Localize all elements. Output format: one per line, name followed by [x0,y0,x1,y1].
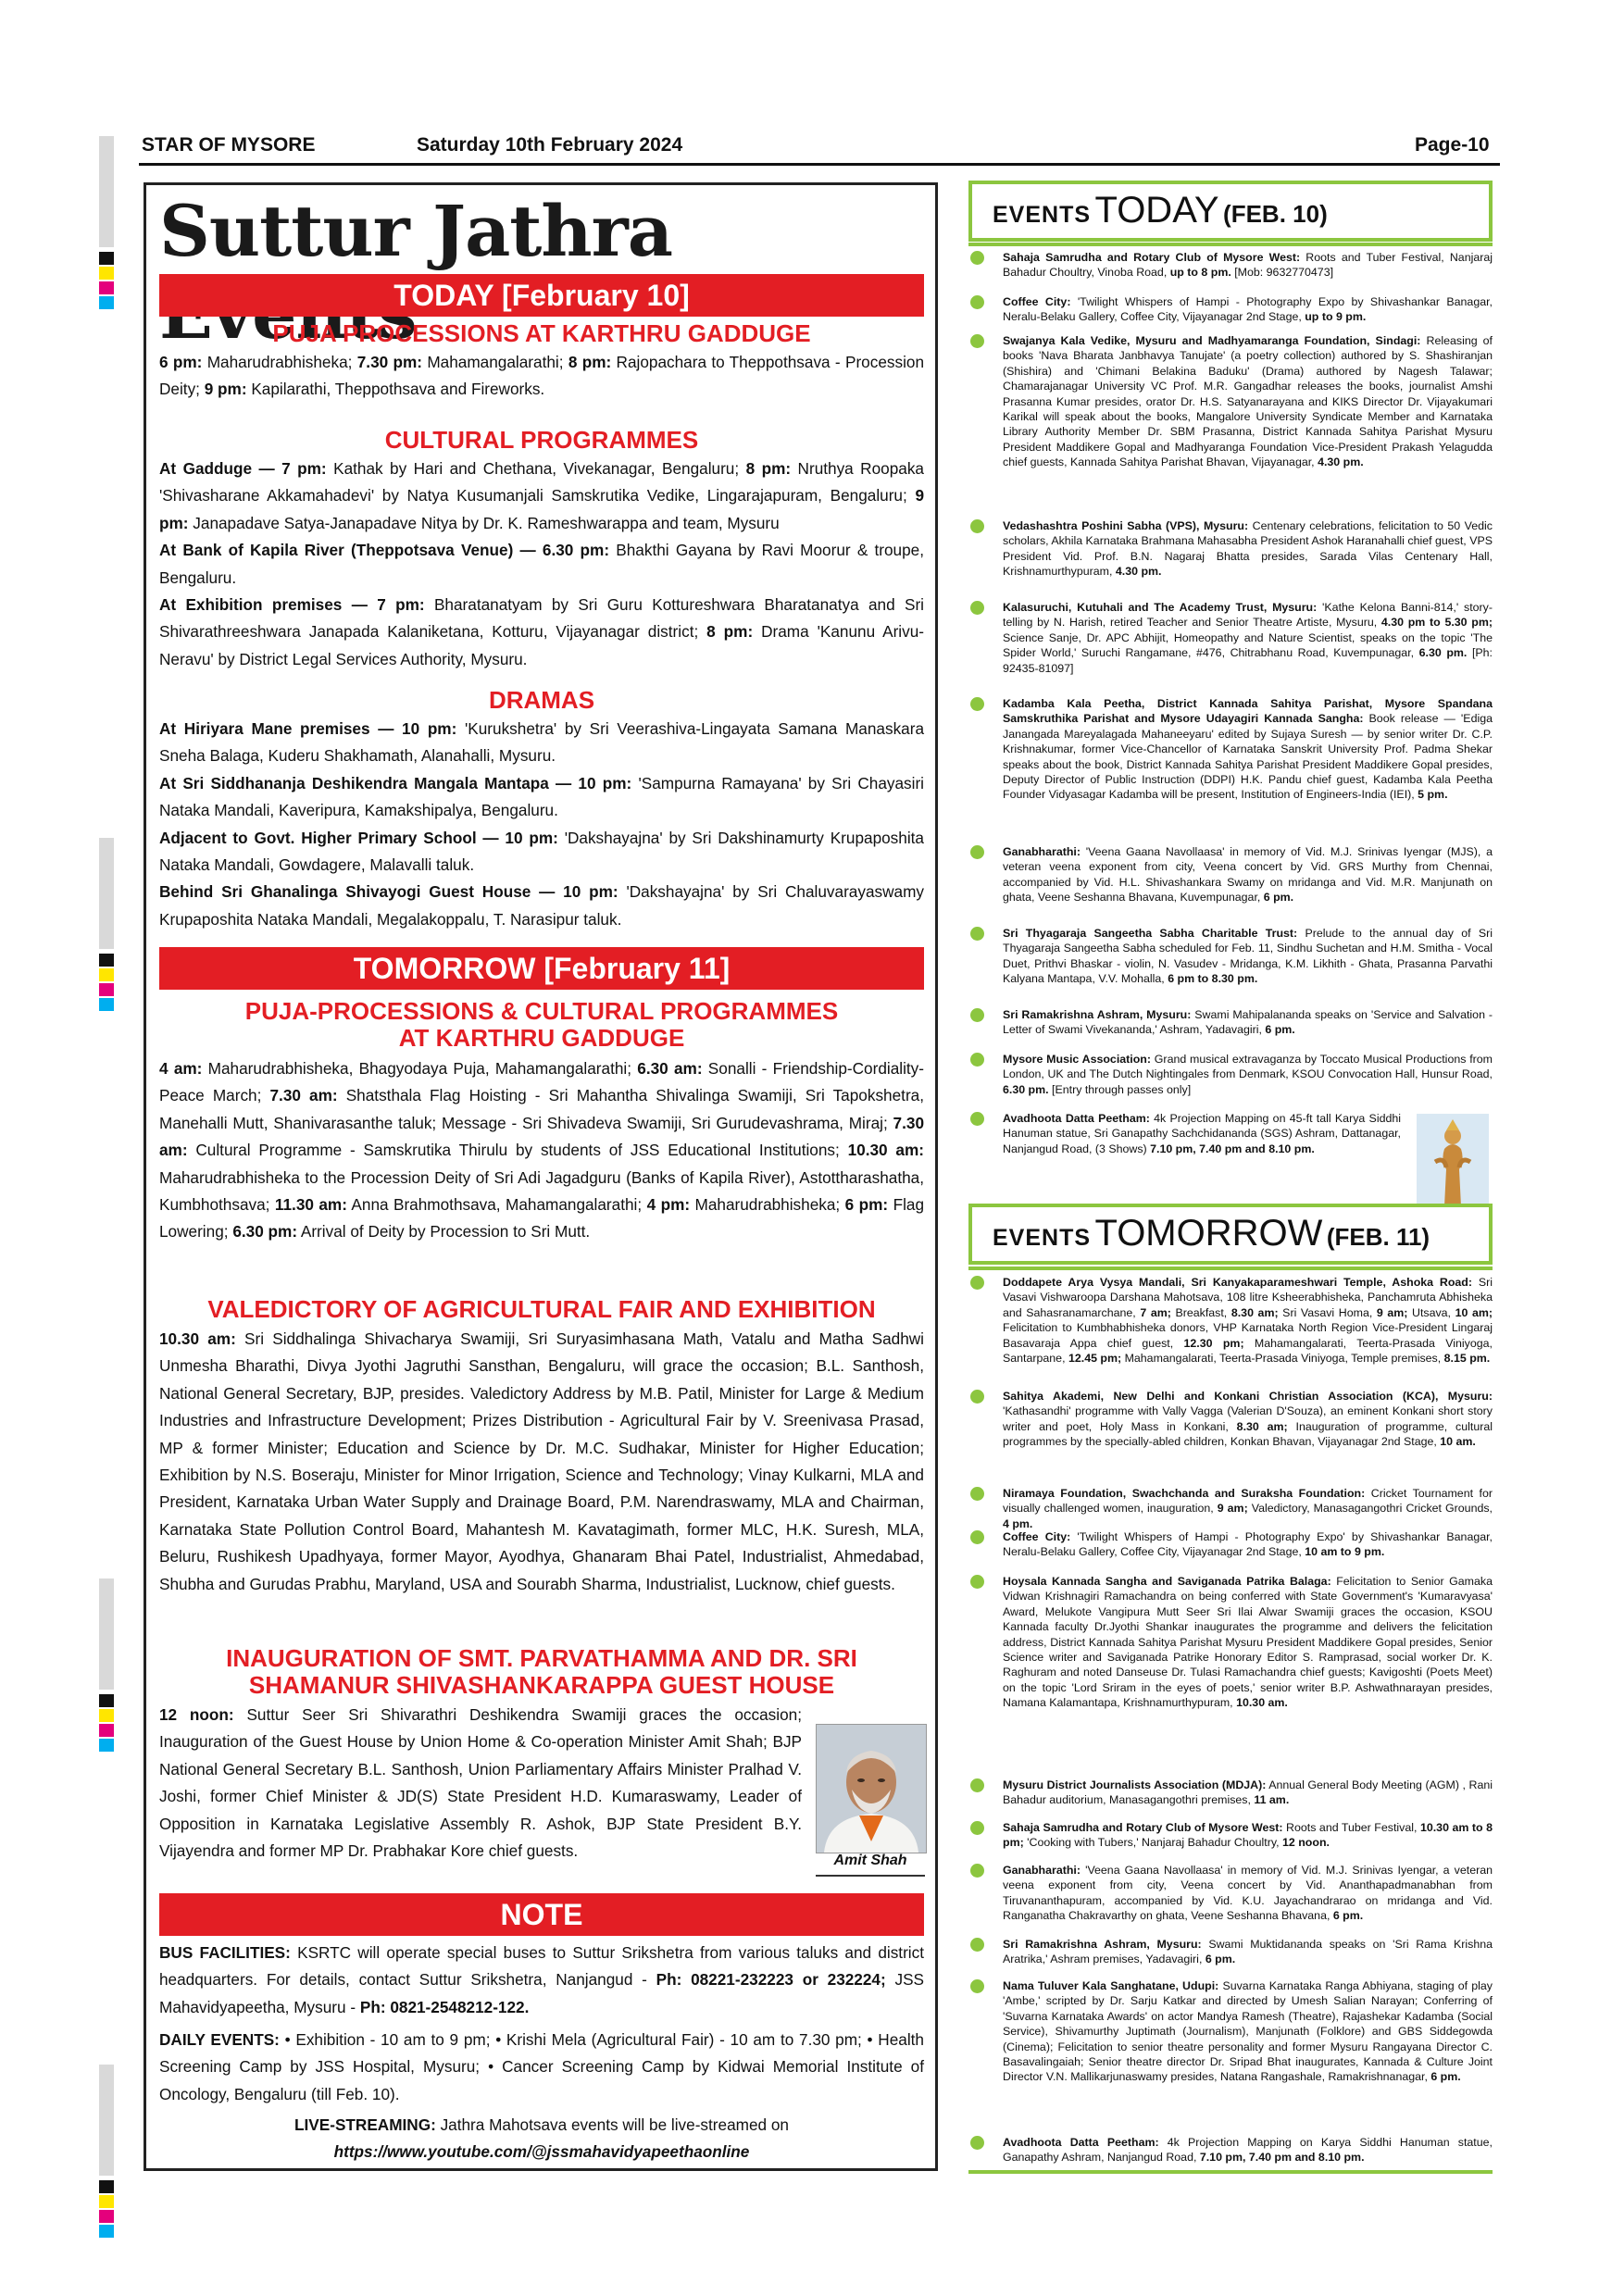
events-today-label: EVENTS [993,202,1092,228]
tomorrow-bar: TOMORROW [February 11] [159,947,924,990]
time-label: 9 am; [1376,1305,1408,1319]
event-item [1003,926,1493,987]
detail-text: 'Kathasandhi' programme with Vally Vagga (Valerian D'Souza), an eminent Konkani short story writer and poet, Holy Mass in Konkani, [1003,1404,1493,1433]
time-label: 8.15 pm. [1443,1352,1491,1366]
detail-text: Drama 'Kanunu Arivu-Neravu' by District Legal Services Authority, Mysuru. [159,622,924,668]
today-bar: TODAY [February 10] [159,274,924,317]
live-streaming-line [159,2112,924,2139]
time-label: Ph: 08221-232223 or 232224; [656,1970,886,1990]
time-label: 6.30 pm. [1003,1082,1049,1096]
time-label: 4 pm. [1003,1516,1033,1530]
time-label: 6 pm. [1265,1023,1295,1037]
time-label: 7.10 pm, 7.40 pm and 8.10 pm. [1199,2151,1365,2165]
time-label: Doddapete Arya Vysya Mandali, Sri Kanyakaparameshwari Temple, Ashoka Road: [1003,1276,1472,1289]
bullet-dot [970,1112,984,1126]
time-label: 6 pm: [159,353,203,371]
time-label: Kalasuruchi, Kutuhali and The Academy Trust, Mysuru: [1003,601,1318,614]
detail-text: JSS Mahavidyapeetha, Mysuru - [159,1970,924,2016]
time-label: 6.30 pm. [1418,646,1468,660]
detail-text: Book release — 'Ediga Janangada Mareyalagada Mahaneeyaru' edited by Sujaya Suresh — by senior writer Dr. C.P. Krishnakumar, former Vice-Chancellor of Karnataka Sanskrit University Prof. Padma Shekar speaks about the book, District Kannada Sahitya Parishat President Maddikere Gopal presides, Deputy Director of Public Instruction (DDPI) H.K. Pandu chief guest, Kadamba Kala Peetha Founder Vidyasagar Kadamba will be present, Institution of Engineers-India (IEI), [1003,712,1493,802]
detail-text: 'Veena Gaana Navollaasa' in memory of Vid. M.J. Srinivas Iyengar (MJS), a veteran veena exponent from city, Veena concert by Vid. GRS Murthy from Chennai, accompanied by Vid. H.L. Shivashankara Swamy on mridanga and Vid. M.R. Manjunath on ghata, Veene Seshanna Bhavana, Kuvempunagar, [1003,845,1493,905]
time-label: 6 pm. [1205,1953,1236,1966]
time-label: Kadamba Kala Peetha, District Kannada Sahitya Parishat, Mysore Spandana Samskruthika Parishat and Mysore Udayagiri Kannada Sangha: [1003,697,1493,726]
detail-text: Roots and Tuber Festival, [1282,1821,1420,1834]
detail-text: Valedictory, Manasagangothri Cricket Grounds, [1247,1502,1493,1516]
events-tomorrow-title: TOMORROW [1094,1213,1323,1254]
time-label: At Bank of Kapila River (Theppotsava Venue) — 6.30 pm: [159,541,610,560]
article-title: Suttur Jathra [159,190,672,272]
detail-text: Sri Vasavi Vishwaroopa Darshana Mahotsava, 108 litre Ksheerabhisheka, Panchamruta Abhisheka and Sahasranamarchane, [1003,1276,1493,1319]
detail-text: Shatsthala Flag Hoisting - Sri Mahantha Shivalinga Swamiji, Sri Tapokshetra, Manehalli Mutt, Shanivarasanthe taluk; Message - Sri Shivadeva Swamiji, Sri Gurudevashrama, Miraj; [159,1086,924,1132]
event-item [1003,1529,1493,1560]
event-item [1003,518,1493,580]
valedictory-text [159,1326,924,1598]
event-item [1003,1007,1493,1038]
detail-text: Kathak by Hari and Chethana, Vivekanagar, Bengaluru; [326,459,746,478]
time-label: 10.30 am to 8 pm; [1003,1821,1493,1850]
time-label: 10.30 am: [159,1329,236,1348]
tomorrow-heading-2: AT KARTHRU GADDUGE [398,1024,685,1052]
detail-text: Sri Vasavi Homa, [1278,1305,1377,1319]
time-label: Mysore Music Association: [1003,1053,1151,1066]
detail-text: Releasing of books 'Nava Bharata Janbhavya Tanujate' (a poetry collection) authored by S. Shashiranjan (Shishira) and 'Chimani Belakina Baduku' (Drama) authored by Nagesh Talawar; Chamarajanagar University VC Prof. M.R. Gangadhar releases the books, journalist Amshi Prasanna Kumar presides, orator Dr. H.S. Satyanarayana and KIKS Director Dr. Vijayakumari Karikal will speak about the books, Mangalore University Syndicate Member and Karnataka Library Authority Member Dr. SBM Prasanna, District Kannada Sahitya Parishat Mysuru President Maddikere Gopal and Madhyaranga Foundation Vice-President Prakash Yelagudda chief guests, Kannada Sahitya Parishat Bhavan, Vijayanagar, [1003,334,1493,469]
time-label: Avadhoota Datta Peetham: [1003,2136,1159,2149]
time-label: 7.30 am: [269,1086,338,1105]
bullet-dot [970,2136,984,2150]
event-item [1003,1978,1493,2085]
dramas-text [159,716,924,933]
detail-text: Utsava, [1407,1305,1455,1319]
detail-text: Rajopachara to Theppothsava - Procession Deity; [159,353,925,399]
detail-text: Felicitation to Senior Gamaka Vidwan Krishnagiri Ramachandra on being conferred with State Government's 'Kumaravyasa' Award, Melukote Vangipura Mutt Seer Sri Ilai Alwar Swamiji graces the occasion, KSOU Kannada faculty Dr.Jyothi Shankar inaugurates the programme and delivers the felicitation address, District Kannada Sahitya Parishat Mysuru President Maddikere Gopal presides, Senior Science writer and Saviganada Patrike Honorary Editor S. Ramprasad, social worker Dr. K. Raghuram and noted Danseuse Dr. Tulasi Ramachandra chief guests; Kavigoshti (Poets Meet) on the topic 'Lord Sriram in the eyes of poets,' senior writer B.P. Ashwathnarayan presides, Namana Kalamantapa, Krishnamurthypuram, [1003,1575,1493,1710]
detail-text: Sri Siddhalinga Shivacharya Swamiji, Sri Suryasimhasana Math, Vatalu and Matha Sadhwi Unmesha Bharathi, Divya Jyothi Jagruthi Sansthan, Bengaluru, will grace the occasion; B.L. Santhosh, National General Secretary, BJP, presides. Valedictory Address by M.B. Patil, Minister for Large & Medium Industries and Infrastructure Development; Prizes Distribution - Agricultural Fair by V. Sreenivasa Prasad, MP & former Minister; Education and Science by Dr. M.C. Sudhakar, Minister for Higher Education; Exhibition by N.S. Boseraju, Minister for Minor Irrigation, Science and Technology; Vinay Kulkarni, MLA and President, Karnataka Urban Water Supply and Drainage Board, P.M. Narendraswamy, MLA and Chairman, Karnataka State Pollution Control Board, Mahantesh M. Kavatagimath, former MLC, H.K. Suresh, MLA, Beluru, Rushikesh Upadhyaya, former Mayor, Ayodhya, Ghanaram Bhai Patel, Industrialist, Ahmedabad, Shubha and Gurudas Prabhu, Maryland, USA and Sourabh Sharma, Industrialist, Lucknow, chief guests. [159,1329,924,1593]
time-label: 4.30 pm to 5.30 pm; [1380,616,1493,630]
live-streaming-label: LIVE-STREAMING: [294,2115,436,2134]
event-item [1003,2135,1493,2165]
time-label: 7.30 am: [159,1113,924,1160]
detail-text: 'Dakshayajna' by Sri Chaluvarayaswamy Krupaposhita Nataka Mandali, Megalakoppalu, T. Narasipur taluk. [159,882,924,929]
time-label: 4 pm: [646,1195,691,1215]
event-item [1003,250,1493,281]
detail-text: Nruthya Roopaka 'Shivasharane Akkamahadevi' by Natya Kusumanjali Samskrutika Vedike, Lingarajapuram, Bengaluru; [159,459,924,505]
time-label: Niramaya Foundation, Swachchanda and Suraksha Foundation: [1003,1487,1366,1500]
time-label: 8 pm: [706,622,754,642]
time-label: 7.30 pm: [356,353,423,371]
page-number: Page-10 [1415,134,1490,156]
bullet-dot [970,1864,984,1878]
inauguration-heading-2: SHAMANUR SHIVASHANKARAPPA GUEST HOUSE [248,1671,835,1699]
bottom-green-rule [968,2170,1493,2174]
time-label: 4.30 pm. [1115,565,1162,579]
event-item [1003,1275,1493,1366]
time-label: Sri Ramakrishna Ashram, Mysuru: [1003,1938,1202,1951]
detail-text: 'Kathe Kelona Banni-814,' story-telling by N. Harish, retired Teacher and Senior Theatre Artiste, Mysuru, [1003,601,1493,630]
time-label: 12.45 pm; [1068,1352,1122,1366]
time-label: Coffee City: [1003,295,1071,308]
detail-text: 4k Projection Mapping on 45-ft tall Karya Siddhi Hanuman statue, Sri Ganapathy Sachchidananda (SGS) Ashram, Dattanagar, Nanjangud Road, (3 Shows) [1003,1112,1401,1155]
detail-text: 'Sampurna Ramayana' by Sri Chayasiri Nataka Mandali, Kaveripura, Kamakshipalya, Bengaluru. [159,773,924,820]
detail-text: Swami Mahipalananda speaks on 'Service and Salvation - Letter of Swami Vivekananda,' Ashram, Yadavagiri, [1003,1008,1493,1037]
detail-text: Mahamangalarati, Teerta-Prasada Viniyoga, Santarpane, [1003,1336,1493,1366]
detail-text: [Mob: 9632770473] [1230,266,1334,280]
time-label: 7.10 pm, 7.40 pm and 8.10 pm. [1150,1142,1315,1155]
detail-text: Annual General Body Meeting (AGM) , Rani Bahadur auditorium, Manasagangothri premises, [1003,1778,1493,1807]
time-label: 8.30 am; [1230,1305,1279,1319]
amit-shah-photo [816,1724,927,1853]
today-green-rule [968,243,1493,246]
detail-text: [Ph: 92435-81097] [1003,646,1493,675]
event-item [1003,1937,1493,1967]
time-label: 4 am: [159,1059,203,1078]
time-label: 11.30 am: [274,1195,347,1215]
time-label: Ganabharathi: [1003,845,1081,858]
time-label: BUS FACILITIES: [159,1943,291,1962]
detail-text: Anna Brahmothsava, Mahamangalarathi; [346,1195,647,1215]
time-label: 11 am. [1254,1793,1290,1807]
detail-text: • Exhibition - 10 am to 9 pm; • Krishi Mela (Agricultural Fair) - 10 am to 7.30 pm; • Health Screening Camp by JSS Hospital, Mysuru; • Cancer Screening Camp by Kidwai Memorial Institute of Oncology, Bengaluru (till Feb. 10). [159,2030,924,2103]
detail-text: Maharudrabhisheka, Bhagyodaya Puja, Mahamangalarathi; [202,1059,638,1078]
detail-text: Felicitation to Kumbhabhisheka donors, VHP Karnataka North Region Vice-President Lingaraj Basavaraja Appa chief guest, [1003,1321,1493,1350]
time-label: 8.30 am; [1236,1419,1288,1433]
live-streaming-url[interactable]: https://www.youtube.com/@jssmahavidyapeethaonline [333,2142,750,2161]
tomorrow-puja-text [159,1055,924,1246]
bullet-dot [970,697,984,711]
time-label: 6.30 am: [637,1059,703,1078]
issue-date: Saturday 10th February 2024 [417,134,683,156]
detail-text: 'Veena Gaana Navollaasa' in memory of Vid. M.J. Srinivas Iyengar, a veteran veena exponent from city, Veena concert by Vid. Ananthapadmanabhan from Tiruvananthapuram, accompanied by Vid. K.U. Jayachandrarao on mridanga and Vid. Ranganatha Chakravarthy on ghata, Veene Seshanna Bhavana, [1003,1864,1493,1923]
time-label: 12.30 pm; [1183,1336,1244,1350]
detail-text: Maharudrabhisheka; [690,1195,845,1215]
detail-text: Prelude to the annual day of Sri Thyagaraja Sangeetha Sabha scheduled for Feb. 11, Sindhu Suchetan and H.M. Smitha - Vocal Duet, Prithvi Bhaskar - violin, N. Vasudev - Mridanga, K.M. Likhith - Ghata, Prasanna Parvathi Kalyana Mantapa, V.V. Mohalla, [1003,927,1493,986]
valedictory-heading: VALEDICTORY OF AGRICULTURAL FAIR AND EXHIBITION [207,1295,876,1323]
paragraph [159,592,924,673]
daily-events-text [159,2027,924,2108]
detail-text: KSRTC will operate special buses to Suttur Srikshetra from various taluks and district headquarters. For details, contact Suttur Srikshetra, Nanjangud - [159,1943,924,1990]
bullet-dot [970,1390,984,1404]
time-label: 8 pm: [568,353,612,371]
hanuman-statue-image [1417,1114,1489,1206]
event-item [1003,1486,1493,1531]
event-item [1003,1574,1493,1711]
event-item [1003,696,1493,803]
time-label: Ganabharathi: [1003,1864,1081,1877]
events-today-box [968,181,1493,242]
event-item [1003,294,1493,325]
detail-text: 'Cooking with Tubers,' Nanjaraj Bahadur Choultry, [1023,1836,1283,1850]
event-item [1003,333,1493,470]
detail-text: Science Sanje, Dr. APC Abhijit, Homeopathy and Nature Scientist, speaks on the topic 'The Spider World,' Suruchi Rangamane, #476, Chitrabhanu Road, Kuvempunagar, [1003,630,1493,660]
events-today-title: TODAY [1094,190,1219,231]
dramas-heading: DRAMAS [488,686,595,714]
time-label: Coffee City: [1003,1530,1071,1543]
paragraph [159,537,924,592]
bullet-dot [970,1487,984,1501]
time-label: 4.30 pm. [1318,455,1364,469]
bullet-dot [970,519,984,533]
time-label: At Sri Siddhananja Deshikendra Mangala Mantapa — 10 pm: [159,773,632,792]
time-label: up to 9 pm. [1305,310,1367,324]
bullet-dot [970,1053,984,1067]
time-label: up to 8 pm. [1169,266,1231,280]
bus-facilities-text [159,1940,924,2021]
detail-text: Breakfast, [1170,1305,1231,1319]
detail-text: Arrival of Deity by Procession to Sri Mutt. [297,1222,591,1242]
cultural-heading: CULTURAL PROGRAMMES [384,426,699,454]
paragraph [159,770,924,825]
detail-text: Janapadave Satya-Janapadave Nitya by Dr. K. Rameshwarappa and team, Mysuru [188,513,780,532]
time-label: Avadhoota Datta Peetham: [1003,1112,1150,1125]
detail-text: Cricket Tournament for visually challenged women, inauguration, [1003,1487,1493,1516]
time-label: 6 pm. [1263,891,1294,905]
event-item [1003,1111,1401,1156]
event-item [1003,1820,1493,1851]
time-label: Adjacent to Govt. Higher Primary School — 10 pm: [159,828,558,847]
time-label: 12 noon: [159,1705,234,1724]
bullet-dot [970,1938,984,1952]
time-label: Sri Thyagaraja Sangeetha Sabha Charitable Trust: [1003,927,1298,940]
bullet-dot [970,295,984,309]
tomorrow-heading-1: PUJA-PROCESSIONS & CULTURAL PROGRAMMES [244,997,839,1025]
time-label: Sahitya Akademi, New Delhi and Konkani Christian Association (KCA), Mysuru: [1003,1390,1493,1403]
detail-text: Centenary celebrations, felicitation to 50 Vedic scholars, Akhila Karnataka Brahmana Mahasabha President Ashok Haranahalli chief guest, VPS President Vid. Prof. B.N. Nagaraj Bhatta presides, Sarada Vilas Centenary Hall, Krishnamurthypuram, [1003,519,1493,579]
event-item [1003,1389,1493,1450]
time-label: At Gadduge — 7 pm: [159,459,327,478]
detail-text: Bharatanatyam by Sri Guru Kottureshwara Bharatanatya and Sri Shivarathreeshwara Janapada Kalaniketana, Kotturu, Vijayanagar district; [159,595,924,642]
event-item [1003,600,1493,676]
paragraph [159,716,924,770]
bullet-dot [970,1530,984,1544]
today-puja-text [159,349,924,404]
detail-text: Kapilarathi, Theppothsava and Fireworks. [246,380,545,399]
paper-name: STAR OF MYSORE [142,134,316,156]
detail-text: 'Twilight Whispers of Hampi - Photography Expo by Shivashankar Banagar, Neralu-Belaku Gallery, Coffee City, Vijayanagar 2nd Stage, [1003,295,1493,324]
time-label: 6.30 pm: [232,1222,298,1242]
time-label: 6 pm to 8.30 pm. [1168,972,1258,986]
detail-text: Bhakthi Gayana by Ravi Moorur & troupe, Bengaluru. [159,541,925,587]
detail-text: 'Twilight Whispers of Hampi - Photography Expo' by Shivashankar Banagar, Neralu-Belaku Gallery, Coffee City, Vijayanagar 2nd Stage, [1003,1530,1493,1559]
time-label: 10 am; [1455,1305,1493,1319]
detail-text: Mahamangalarati, Teerta-Prasada Viniyoga, Temple premises, [1121,1352,1444,1366]
cultural-text [159,455,924,673]
detail-text: Suttur Seer Sri Shivarathri Deshikendra Swamiji graces the occasion; Inauguration of the Guest House by Union Home & Co-operation Minister Amit Shah; BJP National General Secretary B.L. Santhosh, Union Parliamentary Affairs Minister Pralhad V. Joshi, former Chief Minister & JD(S) State President H.D. Kumaraswamy, Leader of Opposition in Karnataka Legislative Assembly R. Ashok, BJP State President B.Y. Vijayendra and former MP Dr. Prabhakar Kore chief guests. [159,1705,802,1861]
inauguration-text [159,1702,802,1865]
events-today-date: (FEB. 10) [1223,200,1328,228]
time-label: Vedashashtra Poshini Sabha (VPS), Mysuru: [1003,519,1249,532]
event-item [1003,844,1493,905]
bullet-dot [970,251,984,265]
time-label: Sri Ramakrishna Ashram, Mysuru: [1003,1008,1192,1021]
event-item [1003,1052,1493,1097]
detail-text: [Entry through passes only] [1048,1082,1192,1096]
detail-text: 4k Projection Mapping on Karya Siddhi Hanuman statue, Ganapathy Ashram, Nanjangud Road, [1003,2136,1493,2165]
detail-text: Mahamangalarathi; [422,353,568,371]
tomorrow-green-rule [968,1267,1493,1270]
time-label: 10 am. [1440,1435,1476,1449]
detail-text: 'Dakshayajna' by Sri Dakshinamurty Krupaposhita Nataka Mandali, Gowdagere, Malavalli taluk. [159,828,924,875]
time-label: At Hiriyara Mane premises — 10 pm: [159,719,457,738]
detail-text: Suvarna Karnataka Ranga Abhiyana, staging of play 'Ambe,' scripted by Dr. Sarju Katkar and directed by Umesh Salian Narayan; Conferring of 'Suvarna Karnataka Awards' on actor Mandya Ramesh (Theatre), Rajashekar Kadamba (Social Service), Shivamurthy Juptimath (Journalism), Manjunath (Folklore) and GBS Siddegowda (Cinema); Felicitation to senior theatre personality and former Mysuru Rangayana Director C. Basavalingaiah; Senior theatre director Dr. Sripad Bhat inaugurates, Kannada & Culture Joint Director V.N. Mallikarjunaswamy presides, Natana Rangashale, Ramakrishnanagar, [1003,1979,1493,2084]
detail-text: Swami Muktidananda speaks on 'Sri Rama Krishna Aratrika,' Ashram premises, Yadavagiri, [1003,1938,1493,1966]
time-label: 9 pm: [204,380,247,399]
time-label: Hoysala Kannada Sangha and Saviganada Patrika Balaga: [1003,1575,1331,1588]
time-label: 5 pm. [1418,788,1448,802]
bullet-dot [970,1276,984,1290]
bullet-dot [970,1575,984,1589]
bullet-dot [970,1979,984,1993]
masthead-rule [139,163,1500,166]
detail-text: Cultural Programme - Samskrutika Thirulu by students of JSS Educational Institutions; [187,1141,848,1160]
time-label: Sahaja Samrudha and Rotary Club of Mysore West: [1003,1821,1283,1834]
detail-text: Flag Lowering; [159,1195,925,1242]
time-label: DAILY EVENTS: [159,2030,280,2049]
time-label: 7 am; [1140,1305,1171,1319]
paragraph [159,455,924,537]
note-bar: NOTE [159,1893,924,1936]
time-label: 6 pm: [844,1195,889,1215]
event-item [1003,1778,1493,1808]
time-label: 10 am to 9 pm. [1305,1545,1385,1559]
bullet-dot [970,927,984,941]
bullet-dot [970,1008,984,1022]
events-tomorrow-date: (FEB. 11) [1326,1223,1430,1251]
events-tomorrow-box [968,1204,1493,1265]
detail-text: Maharudrabhisheka to the Procession Deity of Sri Adi Jagadguru (Banks of Kapila River), Astottharashatha, Kumbhothsava; [159,1167,924,1215]
time-label: 6 pm. [1332,1909,1364,1923]
bullet-dot [970,334,984,348]
event-item [1003,1863,1493,1924]
photo-caption: Amit Shah [816,1853,925,1877]
time-label: 9 am; [1217,1502,1248,1516]
detail-text: Maharudrabhisheka; [202,353,357,371]
detail-text: Inauguration of programme, cultural programmes by the specially-abled children, Konkan Bhavan, Vijayanagar 2nd Stage, [1003,1419,1493,1449]
inauguration-heading-1: INAUGURATION OF SMT. PARVATHAMMA AND DR. SRI [226,1644,857,1672]
bullet-dot [970,845,984,859]
detail-text: Grand musical extravaganza by Toccato Musical Productions from London, UK and The Dutch Nightingales from Denmark, KSOU Convocation Hall, Hunsur Road, [1003,1053,1493,1081]
time-label: 9 pm: [159,486,924,532]
paragraph [159,879,924,933]
time-label: Sahaja Samrudha and Rotary Club of Mysore West: [1003,251,1301,264]
detail-text: Roots and Tuber Festival, Nanjaraj Bahadur Choultry, Vinoba Road, [1003,251,1493,280]
time-label: Ph: 0821-2548212-122. [359,1997,530,2016]
events-tomorrow-label: EVENTS [993,1225,1092,1251]
detail-text: Sonalli - Friendship-Cordiality-Peace March; [159,1059,924,1105]
time-label: Mysuru District Journalists Association (MDJA): [1003,1778,1267,1791]
time-label: 10.30 am. [1236,1696,1288,1710]
time-label: Behind Sri Ghanalinga Shivayogi Guest House — 10 pm: [159,882,618,902]
time-label: Nama Tuluver Kala Sanghatane, Udupi: [1003,1979,1219,1992]
paragraph [159,825,924,880]
bullet-dot [970,1821,984,1835]
detail-text: 'Kurukshetra' by Sri Veerashiva-Lingayata Samana Manaskara Sneha Balaga, Kuderu Shakhamath, Alanahalli, Mysuru. [159,719,925,766]
live-streaming-text: Jathra Mahotsava events will be live-streamed on [435,2115,789,2134]
time-label: 8 pm: [745,459,792,478]
bullet-dot [970,1778,984,1792]
bullet-dot [970,601,984,615]
time-label: 12 noon. [1282,1836,1330,1850]
time-label: At Exhibition premises — 7 pm: [159,595,425,615]
time-label: Swajanya Kala Vedike, Mysuru and Madhyamaranga Foundation, Sindagi: [1003,334,1421,347]
today-puja-heading: PUJA PROCESSIONS AT KARTHRU GADDUGE [272,319,811,347]
time-label: 10.30 am: [847,1141,924,1160]
time-label: 6 pm. [1430,2070,1461,2084]
